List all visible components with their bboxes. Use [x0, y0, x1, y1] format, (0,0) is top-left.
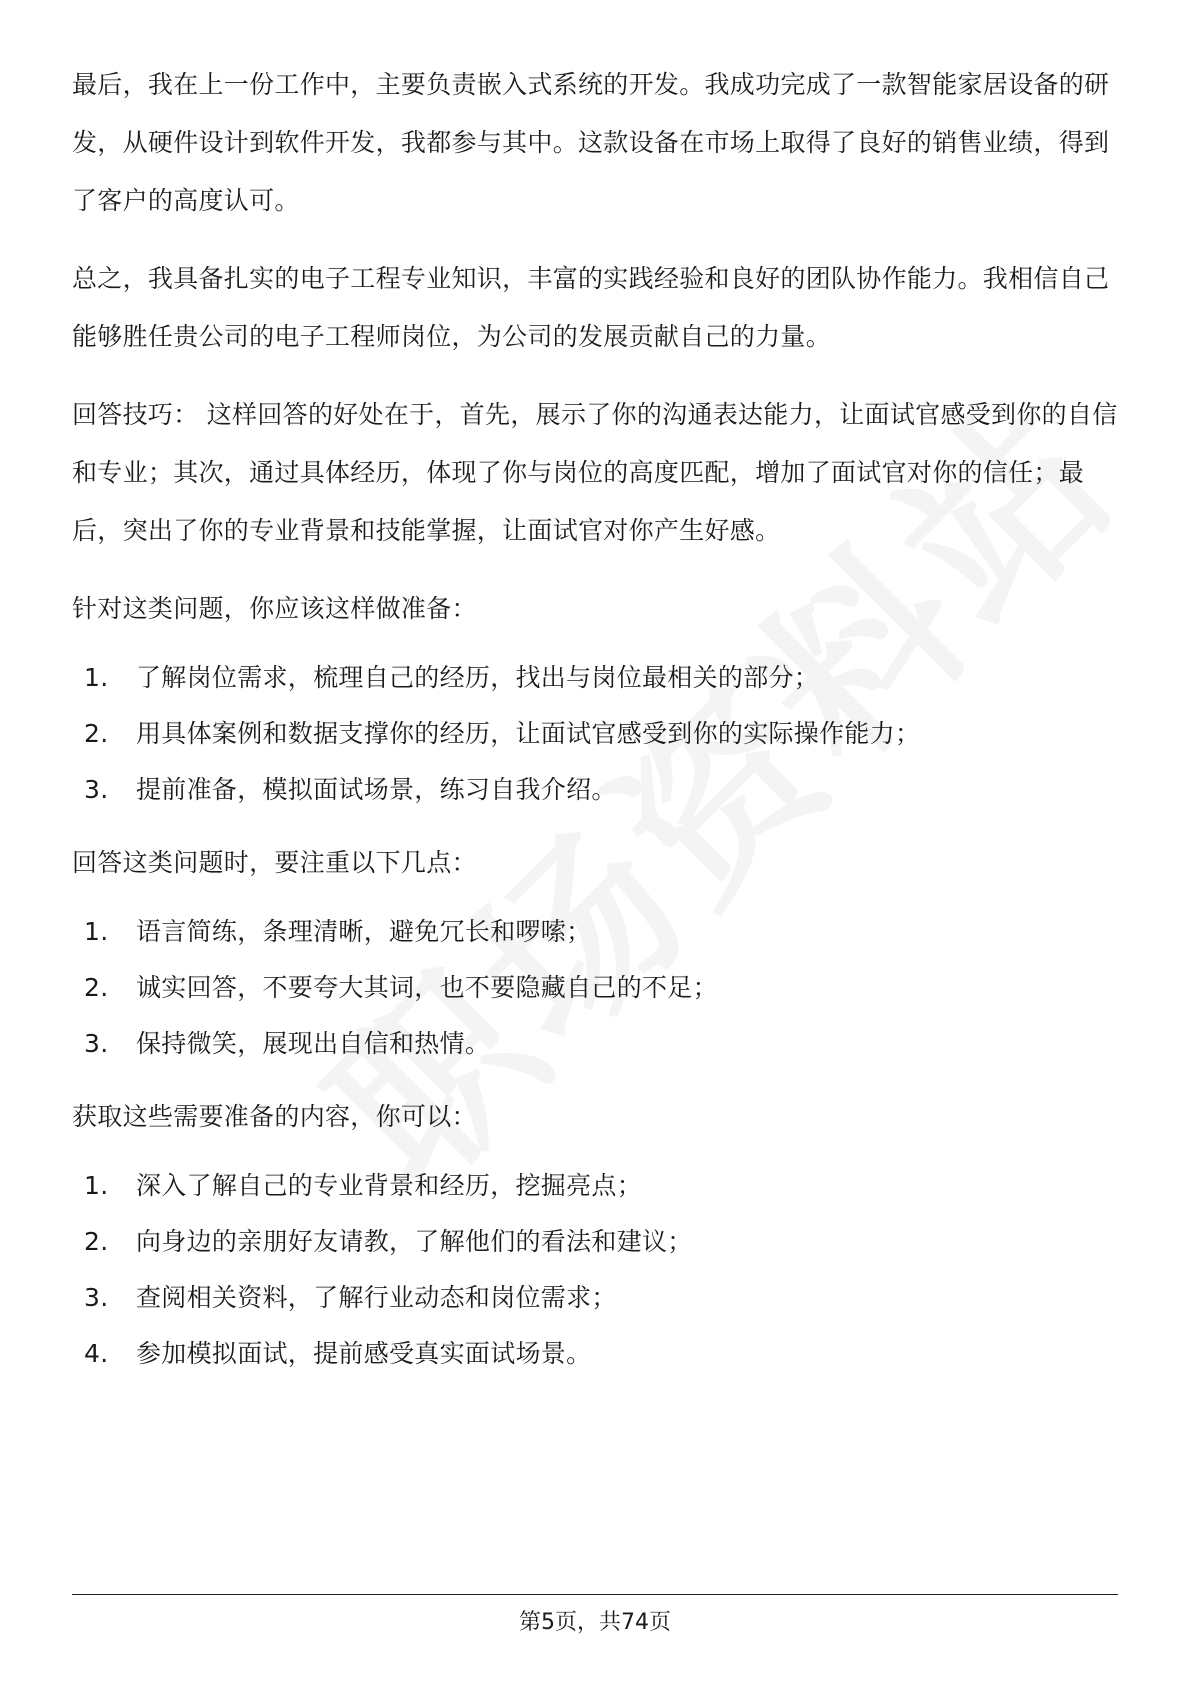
prepare-heading: 针对这类问题，你应该这样做准备： [72, 594, 477, 623]
list-text: 深入了解自己的专业背景和经历，挖掘亮点； [136, 1171, 643, 1200]
paragraph-experience: 最后，我在上一份工作中，主要负责嵌入式系统的开发。我成功完成了一款智能家居设备的研发，从硬件设计到软件开发，我都参与其中。这款设备在市场上取得了良好的销售业绩，得到了客户的高度认可。 [72, 70, 1110, 215]
list-item [84, 1214, 1122, 1270]
list-text: 提前准备，模拟面试场景，练习自我介绍。 [136, 775, 617, 804]
list-text: 保持微笑，展现出自信和热情。 [136, 1029, 491, 1058]
list-text: 查阅相关资料，了解行业动态和岗位需求； [136, 1283, 617, 1312]
list-item [84, 1326, 1122, 1382]
list-number: 1. [84, 1171, 109, 1200]
list-number: 1. [84, 917, 109, 946]
paragraph-summary: 总之，我具备扎实的电子工程专业知识，丰富的实践经验和良好的团队协作能力。我相信自己能够胜任贵公司的电子工程师岗位，为公司的发展贡献自己的力量。 [72, 264, 1110, 351]
page-content [72, 56, 1122, 1398]
list-number: 2. [84, 719, 109, 748]
list-item [84, 762, 1122, 818]
footer-divider [72, 1594, 1118, 1595]
list-text: 语言简练，条理清晰，避免冗长和啰嗦； [136, 917, 592, 946]
obtain-list [72, 1158, 1122, 1382]
list-number: 3. [84, 1029, 109, 1058]
list-number: 3. [84, 1283, 109, 1312]
list-item [84, 650, 1122, 706]
list-number: 1. [84, 663, 109, 692]
list-number: 4. [84, 1339, 109, 1368]
page-number: 第5页，共74页 [519, 1610, 671, 1635]
list-item [84, 904, 1122, 960]
list-text: 向身边的亲朋好友请教，了解他们的看法和建议； [136, 1227, 693, 1256]
list-number: 2. [84, 973, 109, 1002]
list-number: 3. [84, 775, 109, 804]
paragraph-tips: 回答技巧： 这样回答的好处在于，首先，展示了你的沟通表达能力，让面试官感受到你的自信和专业；其次，通过具体经历，体现了你与岗位的高度匹配，增加了面试官对你的信任；最后，突出了你的专业背景和技能掌握，让面试官对你产生好感。 [72, 400, 1118, 545]
list-text: 参加模拟面试，提前感受真实面试场景。 [136, 1339, 592, 1368]
attention-list [72, 904, 1122, 1072]
list-text: 诚实回答，不要夸大其词，也不要隐藏自己的不足； [136, 973, 718, 1002]
list-item [84, 706, 1122, 762]
list-item [84, 1270, 1122, 1326]
list-number: 2. [84, 1227, 109, 1256]
attention-heading: 回答这类问题时，要注重以下几点： [72, 848, 477, 877]
list-item [84, 960, 1122, 1016]
obtain-heading: 获取这些需要准备的内容，你可以： [72, 1102, 477, 1131]
prepare-list [72, 650, 1122, 818]
list-text: 用具体案例和数据支撑你的经历，让面试官感受到你的实际操作能力； [136, 719, 921, 748]
list-item [84, 1158, 1122, 1214]
list-item [84, 1016, 1122, 1072]
list-text: 了解岗位需求，梳理自己的经历，找出与岗位最相关的部分； [136, 663, 820, 692]
